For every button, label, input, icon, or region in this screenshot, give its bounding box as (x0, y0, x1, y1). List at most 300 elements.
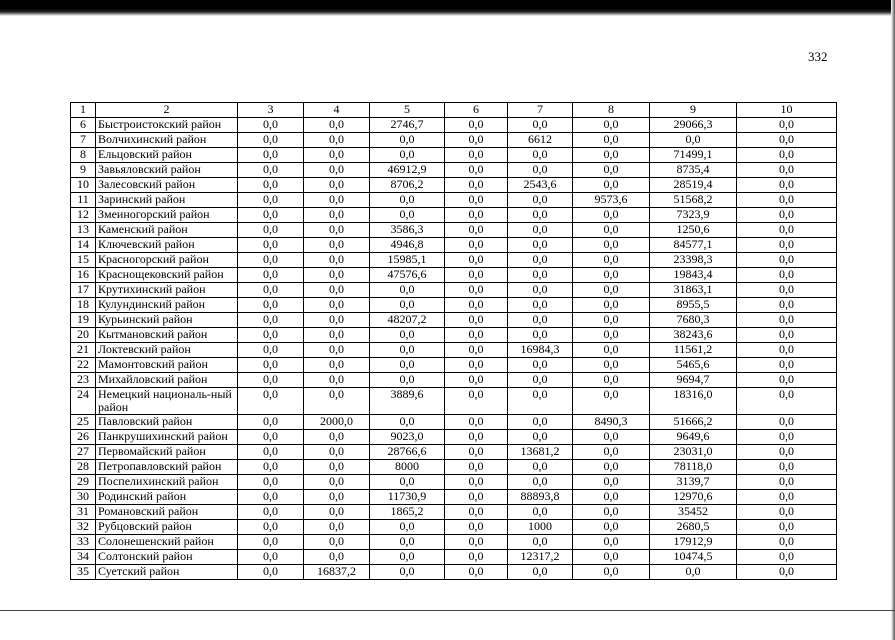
col10-cell: 0,0 (737, 313, 837, 328)
row-number-cell: 32 (71, 520, 96, 535)
col4-cell: 0,0 (304, 253, 370, 268)
col5-cell: 0,0 (370, 550, 445, 565)
col10-cell: 0,0 (737, 358, 837, 373)
header-cell: 5 (370, 103, 445, 118)
col9-cell: 19843,4 (650, 268, 737, 283)
col9-cell: 5465,6 (650, 358, 737, 373)
col7-cell: 13681,2 (508, 445, 573, 460)
district-name-cell: Панкрушихинский район (96, 430, 238, 445)
row-number-cell: 34 (71, 550, 96, 565)
table-row (71, 550, 837, 565)
header-cell: 3 (238, 103, 304, 118)
col5-cell: 9023,0 (370, 430, 445, 445)
col8-cell: 0,0 (573, 148, 650, 163)
col9-cell: 3139,7 (650, 475, 737, 490)
col5-cell: 0,0 (370, 193, 445, 208)
col4-cell: 0,0 (304, 193, 370, 208)
col5-cell: 48207,2 (370, 313, 445, 328)
col6-cell: 0,0 (445, 415, 508, 430)
table-row (71, 178, 837, 193)
col7-cell: 0,0 (508, 505, 573, 520)
col10-cell: 0,0 (737, 520, 837, 535)
col6-cell: 0,0 (445, 475, 508, 490)
col3-cell: 0,0 (238, 163, 304, 178)
col7-cell: 0,0 (508, 373, 573, 388)
col3-cell: 0,0 (238, 283, 304, 298)
table-row (71, 283, 837, 298)
col5-cell: 0,0 (370, 343, 445, 358)
col10-cell: 0,0 (737, 163, 837, 178)
col10-cell: 0,0 (737, 178, 837, 193)
col10-cell: 0,0 (737, 148, 837, 163)
col4-cell: 0,0 (304, 118, 370, 133)
col4-cell: 0,0 (304, 490, 370, 505)
col10-cell: 0,0 (737, 298, 837, 313)
col9-cell: 12970,6 (650, 490, 737, 505)
col6-cell: 0,0 (445, 520, 508, 535)
col7-cell: 0,0 (508, 460, 573, 475)
col6-cell: 0,0 (445, 268, 508, 283)
col6-cell: 0,0 (445, 328, 508, 343)
col10-cell: 0,0 (737, 268, 837, 283)
col6-cell: 0,0 (445, 238, 508, 253)
col4-cell: 0,0 (304, 238, 370, 253)
col7-cell: 0,0 (508, 253, 573, 268)
district-name-cell: Завьяловский район (96, 163, 238, 178)
row-number-cell: 25 (71, 415, 96, 430)
col4-cell: 0,0 (304, 505, 370, 520)
table-body (71, 118, 837, 580)
col10-cell: 0,0 (737, 535, 837, 550)
col4-cell: 0,0 (304, 328, 370, 343)
district-name-cell: Кулундинский район (96, 298, 238, 313)
col6-cell: 0,0 (445, 460, 508, 475)
col10-cell: 0,0 (737, 193, 837, 208)
col8-cell: 0,0 (573, 550, 650, 565)
table-row (71, 133, 837, 148)
col5-cell: 11730,9 (370, 490, 445, 505)
col3-cell: 0,0 (238, 505, 304, 520)
col8-cell: 0,0 (573, 520, 650, 535)
col10-cell: 0,0 (737, 445, 837, 460)
col7-cell: 0,0 (508, 148, 573, 163)
row-number-cell: 21 (71, 343, 96, 358)
col6-cell: 0,0 (445, 223, 508, 238)
col9-cell: 9694,7 (650, 373, 737, 388)
col5-cell: 8000 (370, 460, 445, 475)
col9-cell: 10474,5 (650, 550, 737, 565)
col8-cell: 0,0 (573, 163, 650, 178)
col10-cell: 0,0 (737, 208, 837, 223)
col8-cell: 0,0 (573, 343, 650, 358)
col7-cell: 0,0 (508, 565, 573, 580)
col7-cell: 0,0 (508, 238, 573, 253)
table-row (71, 445, 837, 460)
header-cell: 6 (445, 103, 508, 118)
col5-cell: 15985,1 (370, 253, 445, 268)
col3-cell: 0,0 (238, 490, 304, 505)
col7-cell: 0,0 (508, 223, 573, 238)
table-row (71, 535, 837, 550)
col5-cell: 47576,6 (370, 268, 445, 283)
col7-cell: 0,0 (508, 118, 573, 133)
district-name-cell: Краснощековский район (96, 268, 238, 283)
col9-cell: 8735,4 (650, 163, 737, 178)
header-cell: 4 (304, 103, 370, 118)
col5-cell: 0,0 (370, 328, 445, 343)
col4-cell: 2000,0 (304, 415, 370, 430)
col9-cell: 7323,9 (650, 208, 737, 223)
table-row (71, 208, 837, 223)
col8-cell: 0,0 (573, 505, 650, 520)
row-number-cell: 23 (71, 373, 96, 388)
col4-cell: 0,0 (304, 223, 370, 238)
col8-cell: 0,0 (573, 328, 650, 343)
col9-cell: 0,0 (650, 133, 737, 148)
col3-cell: 0,0 (238, 223, 304, 238)
col3-cell: 0,0 (238, 178, 304, 193)
district-name-cell: Каменский район (96, 223, 238, 238)
col4-cell: 0,0 (304, 148, 370, 163)
col8-cell: 0,0 (573, 298, 650, 313)
col4-cell: 0,0 (304, 298, 370, 313)
col5-cell: 0,0 (370, 298, 445, 313)
district-name-cell: Заринский район (96, 193, 238, 208)
col7-cell: 0,0 (508, 388, 573, 415)
col7-cell: 0,0 (508, 193, 573, 208)
col10-cell: 0,0 (737, 460, 837, 475)
scan-right-edge (891, 0, 895, 640)
page-number: 332 (808, 49, 828, 64)
col3-cell: 0,0 (238, 328, 304, 343)
col7-cell: 0,0 (508, 283, 573, 298)
col9-cell: 7680,3 (650, 313, 737, 328)
table-row (71, 358, 837, 373)
col8-cell: 0,0 (573, 178, 650, 193)
header-row (71, 103, 837, 118)
col6-cell: 0,0 (445, 208, 508, 223)
col7-cell: 0,0 (508, 208, 573, 223)
col5-cell: 0,0 (370, 373, 445, 388)
table-row (71, 223, 837, 238)
district-name-cell: Ельцовский район (96, 148, 238, 163)
col5-cell: 0,0 (370, 415, 445, 430)
col8-cell: 9573,6 (573, 193, 650, 208)
table-row (71, 238, 837, 253)
col4-cell: 0,0 (304, 208, 370, 223)
col6-cell: 0,0 (445, 358, 508, 373)
col3-cell: 0,0 (238, 475, 304, 490)
col8-cell: 0,0 (573, 535, 650, 550)
header-cell: 7 (508, 103, 573, 118)
col3-cell: 0,0 (238, 520, 304, 535)
district-name-cell: Залесовский район (96, 178, 238, 193)
col7-cell: 1000 (508, 520, 573, 535)
col5-cell: 0,0 (370, 283, 445, 298)
col9-cell: 1250,6 (650, 223, 737, 238)
col8-cell: 8490,3 (573, 415, 650, 430)
table-row (71, 415, 837, 430)
table-row (71, 148, 837, 163)
col8-cell: 0,0 (573, 283, 650, 298)
row-number-cell: 8 (71, 148, 96, 163)
col3-cell: 0,0 (238, 148, 304, 163)
table-row (71, 268, 837, 283)
col8-cell: 0,0 (573, 565, 650, 580)
col10-cell: 0,0 (737, 373, 837, 388)
col4-cell: 0,0 (304, 283, 370, 298)
col8-cell: 0,0 (573, 133, 650, 148)
col8-cell: 0,0 (573, 373, 650, 388)
table-row (71, 505, 837, 520)
col9-cell: 84577,1 (650, 238, 737, 253)
table-row (71, 565, 837, 580)
col10-cell: 0,0 (737, 475, 837, 490)
row-number-cell: 22 (71, 358, 96, 373)
table-row (71, 118, 837, 133)
col5-cell: 0,0 (370, 475, 445, 490)
col6-cell: 0,0 (445, 388, 508, 415)
col8-cell: 0,0 (573, 253, 650, 268)
col6-cell: 0,0 (445, 490, 508, 505)
col6-cell: 0,0 (445, 193, 508, 208)
col6-cell: 0,0 (445, 430, 508, 445)
district-name-cell: Поспелихинский район (96, 475, 238, 490)
col3-cell: 0,0 (238, 445, 304, 460)
col6-cell: 0,0 (445, 178, 508, 193)
col9-cell: 8955,5 (650, 298, 737, 313)
district-name-cell: Михайловский район (96, 373, 238, 388)
col6-cell: 0,0 (445, 505, 508, 520)
col6-cell: 0,0 (445, 253, 508, 268)
col4-cell: 0,0 (304, 133, 370, 148)
col6-cell: 0,0 (445, 148, 508, 163)
col3-cell: 0,0 (238, 388, 304, 415)
data-table (70, 102, 837, 580)
col3-cell: 0,0 (238, 373, 304, 388)
table-row (71, 298, 837, 313)
district-name-cell: Павловский район (96, 415, 238, 430)
row-number-cell: 31 (71, 505, 96, 520)
col8-cell: 0,0 (573, 268, 650, 283)
row-number-cell: 24 (71, 388, 96, 415)
row-number-cell: 26 (71, 430, 96, 445)
table-row (71, 163, 837, 178)
col6-cell: 0,0 (445, 445, 508, 460)
col3-cell: 0,0 (238, 208, 304, 223)
col4-cell: 0,0 (304, 520, 370, 535)
district-name-cell: Романовский район (96, 505, 238, 520)
col9-cell: 23031,0 (650, 445, 737, 460)
col4-cell: 0,0 (304, 178, 370, 193)
header-cell: 2 (96, 103, 238, 118)
col8-cell: 0,0 (573, 358, 650, 373)
col3-cell: 0,0 (238, 415, 304, 430)
col10-cell: 0,0 (737, 328, 837, 343)
row-number-cell: 10 (71, 178, 96, 193)
col3-cell: 0,0 (238, 238, 304, 253)
col8-cell: 0,0 (573, 460, 650, 475)
col3-cell: 0,0 (238, 565, 304, 580)
col10-cell: 0,0 (737, 415, 837, 430)
col6-cell: 0,0 (445, 163, 508, 178)
col7-cell: 0,0 (508, 268, 573, 283)
row-number-cell: 29 (71, 475, 96, 490)
col8-cell: 0,0 (573, 445, 650, 460)
header-cell: 1 (71, 103, 96, 118)
col9-cell: 2680,5 (650, 520, 737, 535)
district-name-cell: Суетский район (96, 565, 238, 580)
col8-cell: 0,0 (573, 208, 650, 223)
header-cell: 9 (650, 103, 737, 118)
col6-cell: 0,0 (445, 118, 508, 133)
col5-cell: 0,0 (370, 565, 445, 580)
col10-cell: 0,0 (737, 238, 837, 253)
row-number-cell: 19 (71, 313, 96, 328)
row-number-cell: 11 (71, 193, 96, 208)
col6-cell: 0,0 (445, 373, 508, 388)
col5-cell: 0,0 (370, 358, 445, 373)
col10-cell: 0,0 (737, 505, 837, 520)
row-number-cell: 18 (71, 298, 96, 313)
district-name-cell: Ключевский район (96, 238, 238, 253)
table-row (71, 520, 837, 535)
col6-cell: 0,0 (445, 550, 508, 565)
row-number-cell: 9 (71, 163, 96, 178)
col6-cell: 0,0 (445, 283, 508, 298)
col7-cell: 0,0 (508, 415, 573, 430)
col6-cell: 0,0 (445, 565, 508, 580)
table-row (71, 430, 837, 445)
col10-cell: 0,0 (737, 253, 837, 268)
row-number-cell: 14 (71, 238, 96, 253)
table-row (71, 373, 837, 388)
col10-cell: 0,0 (737, 133, 837, 148)
row-number-cell: 17 (71, 283, 96, 298)
district-name-cell: Змеиногорский район (96, 208, 238, 223)
col4-cell: 0,0 (304, 475, 370, 490)
col4-cell: 0,0 (304, 445, 370, 460)
district-name-cell: Солтонский район (96, 550, 238, 565)
col5-cell: 3586,3 (370, 223, 445, 238)
col5-cell: 4946,8 (370, 238, 445, 253)
col9-cell: 31863,1 (650, 283, 737, 298)
col3-cell: 0,0 (238, 460, 304, 475)
col9-cell: 51568,2 (650, 193, 737, 208)
col10-cell: 0,0 (737, 223, 837, 238)
col10-cell: 0,0 (737, 565, 837, 580)
row-number-cell: 6 (71, 118, 96, 133)
col3-cell: 0,0 (238, 118, 304, 133)
col10-cell: 0,0 (737, 430, 837, 445)
col10-cell: 0,0 (737, 118, 837, 133)
row-number-cell: 33 (71, 535, 96, 550)
district-name-cell: Кытмановский район (96, 328, 238, 343)
col5-cell: 46912,9 (370, 163, 445, 178)
col9-cell: 17912,9 (650, 535, 737, 550)
col5-cell: 0,0 (370, 148, 445, 163)
col5-cell: 0,0 (370, 133, 445, 148)
col5-cell: 8706,2 (370, 178, 445, 193)
row-number-cell: 16 (71, 268, 96, 283)
col4-cell: 0,0 (304, 430, 370, 445)
col10-cell: 0,0 (737, 490, 837, 505)
col9-cell: 9649,6 (650, 430, 737, 445)
col3-cell: 0,0 (238, 133, 304, 148)
col7-cell: 6612 (508, 133, 573, 148)
row-number-cell: 15 (71, 253, 96, 268)
col3-cell: 0,0 (238, 358, 304, 373)
table-row (71, 253, 837, 268)
district-name-cell: Локтевский район (96, 343, 238, 358)
col5-cell: 0,0 (370, 535, 445, 550)
col3-cell: 0,0 (238, 550, 304, 565)
col8-cell: 0,0 (573, 430, 650, 445)
table-row (71, 460, 837, 475)
col9-cell: 29066,3 (650, 118, 737, 133)
district-name-cell: Родинский район (96, 490, 238, 505)
col7-cell: 12317,2 (508, 550, 573, 565)
col4-cell: 0,0 (304, 268, 370, 283)
header-cell: 8 (573, 103, 650, 118)
col4-cell: 0,0 (304, 373, 370, 388)
col3-cell: 0,0 (238, 313, 304, 328)
col7-cell: 2543,6 (508, 178, 573, 193)
col6-cell: 0,0 (445, 343, 508, 358)
col4-cell: 16837,2 (304, 565, 370, 580)
table-row (71, 328, 837, 343)
row-number-cell: 35 (71, 565, 96, 580)
col7-cell: 0,0 (508, 313, 573, 328)
district-name-cell: Крутихинский район (96, 283, 238, 298)
col6-cell: 0,0 (445, 298, 508, 313)
table-row (71, 193, 837, 208)
col4-cell: 0,0 (304, 550, 370, 565)
col3-cell: 0,0 (238, 298, 304, 313)
col4-cell: 0,0 (304, 535, 370, 550)
col7-cell: 0,0 (508, 475, 573, 490)
col4-cell: 0,0 (304, 163, 370, 178)
row-number-cell: 28 (71, 460, 96, 475)
col5-cell: 28766,6 (370, 445, 445, 460)
district-name-cell: Быстроистокский район (96, 118, 238, 133)
col10-cell: 0,0 (737, 283, 837, 298)
col9-cell: 23398,3 (650, 253, 737, 268)
col3-cell: 0,0 (238, 430, 304, 445)
col9-cell: 35452 (650, 505, 737, 520)
col7-cell: 88893,8 (508, 490, 573, 505)
col9-cell: 11561,2 (650, 343, 737, 358)
col9-cell: 18316,0 (650, 388, 737, 415)
col8-cell: 0,0 (573, 313, 650, 328)
col7-cell: 0,0 (508, 328, 573, 343)
col8-cell: 0,0 (573, 490, 650, 505)
col5-cell: 0,0 (370, 520, 445, 535)
col5-cell: 1865,2 (370, 505, 445, 520)
table-row (71, 475, 837, 490)
col5-cell: 3889,6 (370, 388, 445, 415)
col8-cell: 0,0 (573, 238, 650, 253)
scan-bottom-rule (0, 610, 895, 611)
row-number-cell: 20 (71, 328, 96, 343)
col6-cell: 0,0 (445, 133, 508, 148)
col9-cell: 38243,6 (650, 328, 737, 343)
col3-cell: 0,0 (238, 268, 304, 283)
col9-cell: 78118,0 (650, 460, 737, 475)
district-name-cell: Мамонтовский район (96, 358, 238, 373)
col6-cell: 0,0 (445, 313, 508, 328)
col4-cell: 0,0 (304, 460, 370, 475)
